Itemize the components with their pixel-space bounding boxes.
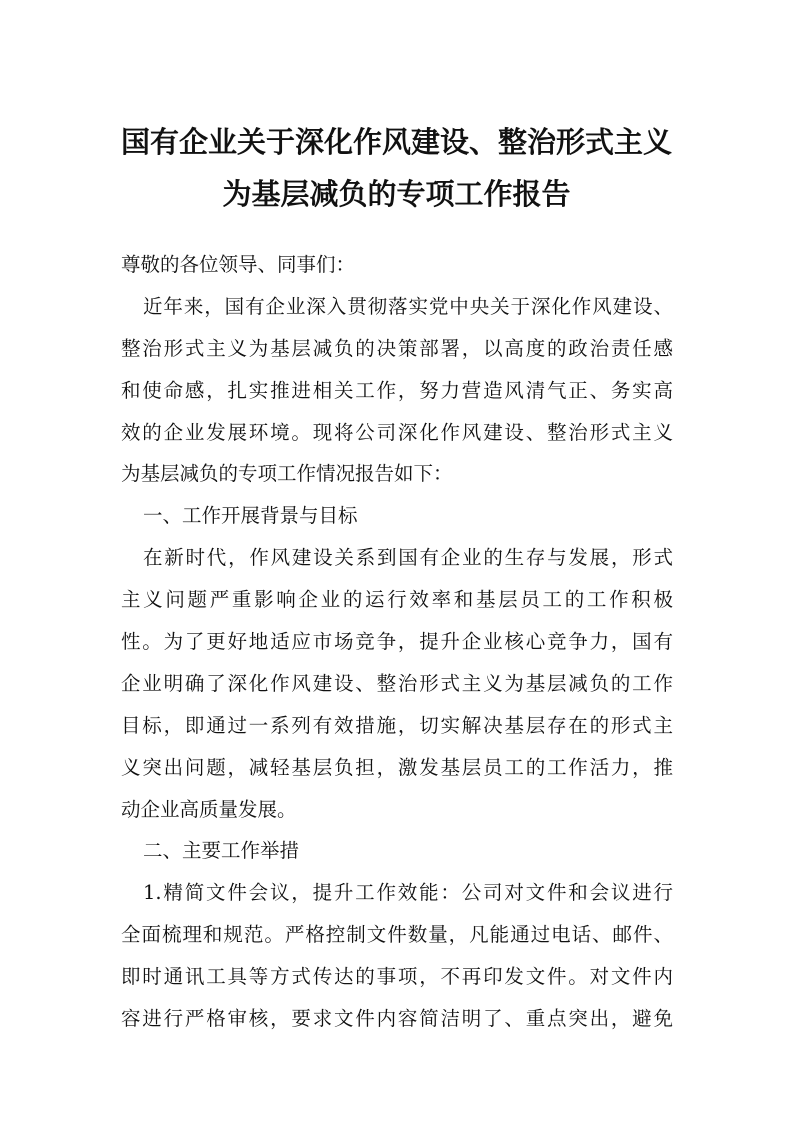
paragraph-line: 容进行严格审核，要求文件内容简洁明了、重点突出，避免 <box>121 1007 673 1031</box>
paragraph-line: 动企业高质量发展。 <box>121 797 297 821</box>
paragraph-line: 主义问题严重影响企业的运行效率和基层员工的工作积极 <box>121 588 673 612</box>
section-heading: 二、主要工作举措 <box>143 839 300 863</box>
document-body <box>121 244 673 1040</box>
paragraph-line: 整治形式主义为基层减负的决策部署，以高度的政治责任感 <box>121 336 673 360</box>
paragraph-line: 即时通讯工具等方式传达的事项，不再印发文件。对文件内 <box>121 965 673 989</box>
document-title-line-1: 国有企业关于深化作风建设、整治形式主义 <box>120 125 672 159</box>
section-heading: 一、工作开展背景与目标 <box>143 504 358 528</box>
paragraph-line: 性。为了更好地适应市场竞争，提升企业核心竞争力，国有 <box>121 630 673 654</box>
paragraph-line: 和使命感，扎实推进相关工作，努力营造风清气正、务实高 <box>121 378 673 402</box>
paragraph-line: 1.精简文件会议，提升工作效能：公司对文件和会议进行 <box>143 881 673 905</box>
paragraph-line: 全面梳理和规范。严格控制文件数量，凡能通过电话、邮件、 <box>121 923 673 947</box>
document-title-line-2: 为基层减负的专项工作报告 <box>222 177 571 211</box>
paragraph-line: 在新时代，作风建设关系到国有企业的生存与发展，形式 <box>143 546 673 570</box>
salutation: 尊敬的各位领导、同事们： <box>121 253 356 276</box>
paragraph-line: 义突出问题，减轻基层负担，激发基层员工的工作活力，推 <box>121 755 673 779</box>
paragraph-line: 目标，即通过一系列有效措施，切实解决基层存在的形式主 <box>121 713 673 737</box>
paragraph-line: 效的企业发展环境。现将公司深化作风建设、整治形式主义 <box>121 420 673 444</box>
paragraph-line: 企业明确了深化作风建设、整治形式主义为基层减负的工作 <box>121 671 673 695</box>
paragraph-line: 为基层减负的专项工作情况报告如下： <box>121 462 453 486</box>
paragraph-line: 近年来，国有企业深入贯彻落实党中央关于深化作风建设、 <box>143 294 673 318</box>
